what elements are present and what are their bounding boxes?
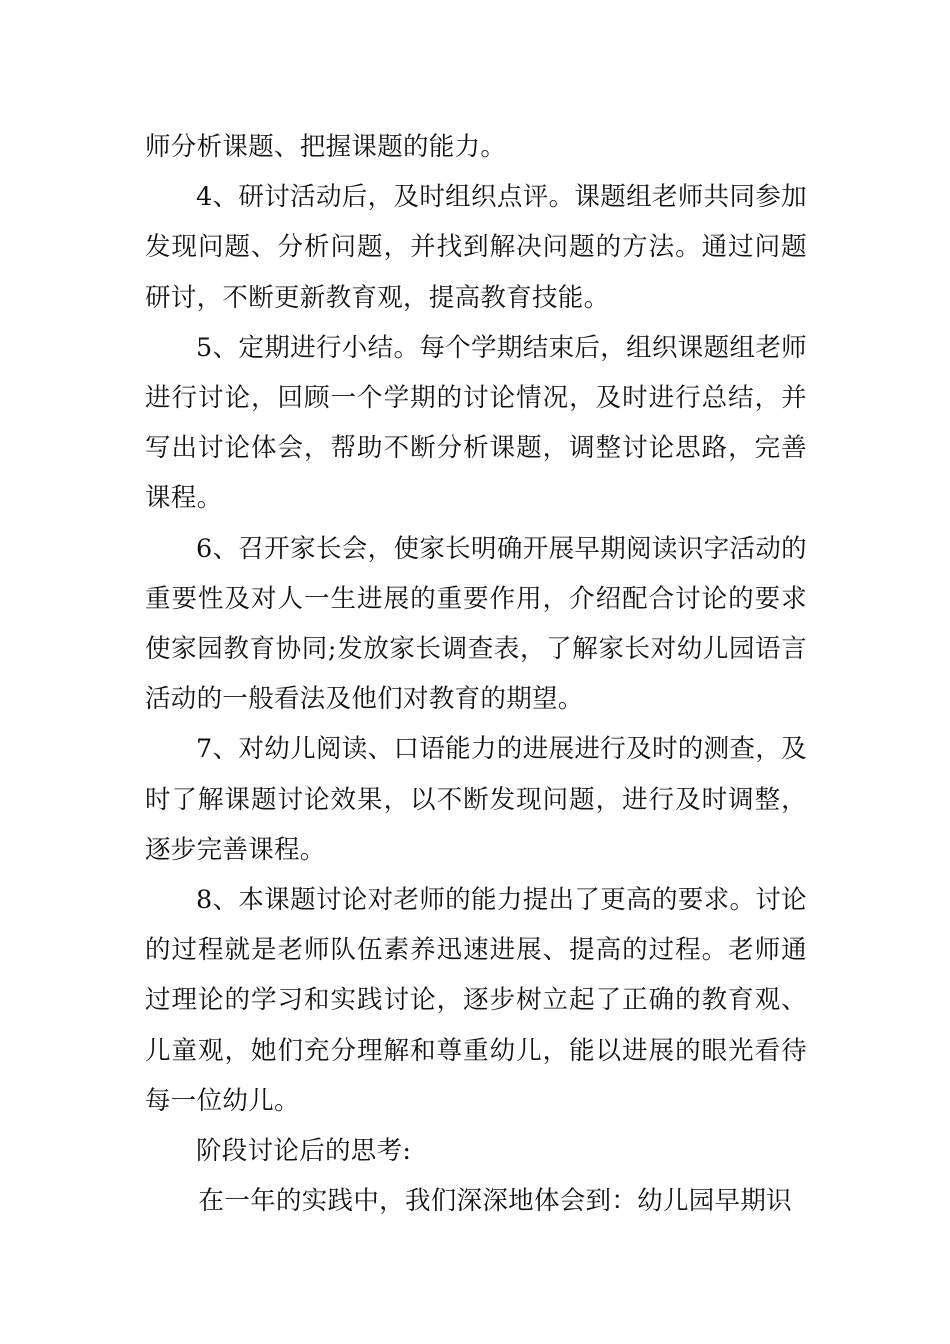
paragraph-continuation: 师分析课题、把握课题的能力。	[145, 132, 507, 162]
paragraph-item-5: 5、定期进行小结。每个学期结束后，组织课题组老师进行讨论，回顾一个学期的讨论情况，及时进行总结，并写出讨论体会，帮助不断分析课题，调整讨论思路，完善课程。	[145, 332, 807, 514]
paragraph-item-6: 6、召开家长会，使家长明确开展早期阅读识字活动的重要性及对人一生进展的重要作用，介绍配合讨论的要求使家园教育协同;发放家长调查表，了解家长对幼儿园语言活动的一般看法及他们对教育的期望。	[145, 533, 807, 715]
paragraph-reflection-start: 在一年的实践中，我们深深地体会到：幼儿园早期识	[198, 1186, 792, 1217]
document-body	[145, 122, 807, 1226]
section-heading-reflection: 阶段讨论后的思考:	[196, 1136, 412, 1167]
paragraph-item-7: 7、对幼儿阅读、口语能力的进展进行及时的测查，及时了解课题讨论效果，以不断发现问题，进行及时调整，逐步完善课程。	[145, 734, 807, 865]
paragraph-item-8: 8、本课题讨论对老师的能力提出了更高的要求。讨论的过程就是老师队伍素养迅速进展、提高的过程。老师通过理论的学习和实践讨论，逐步树立起了正确的教育观、儿童观，她们充分理解和尊重幼儿，能以进展的眼光看待每一位幼儿。	[145, 885, 807, 1116]
paragraph-item-4: 4、研讨活动后，及时组织点评。课题组老师共同参加发现问题、分析问题，并找到解决问题的方法。通过问题研讨，不断更新教育观，提高教育技能。	[145, 182, 807, 313]
